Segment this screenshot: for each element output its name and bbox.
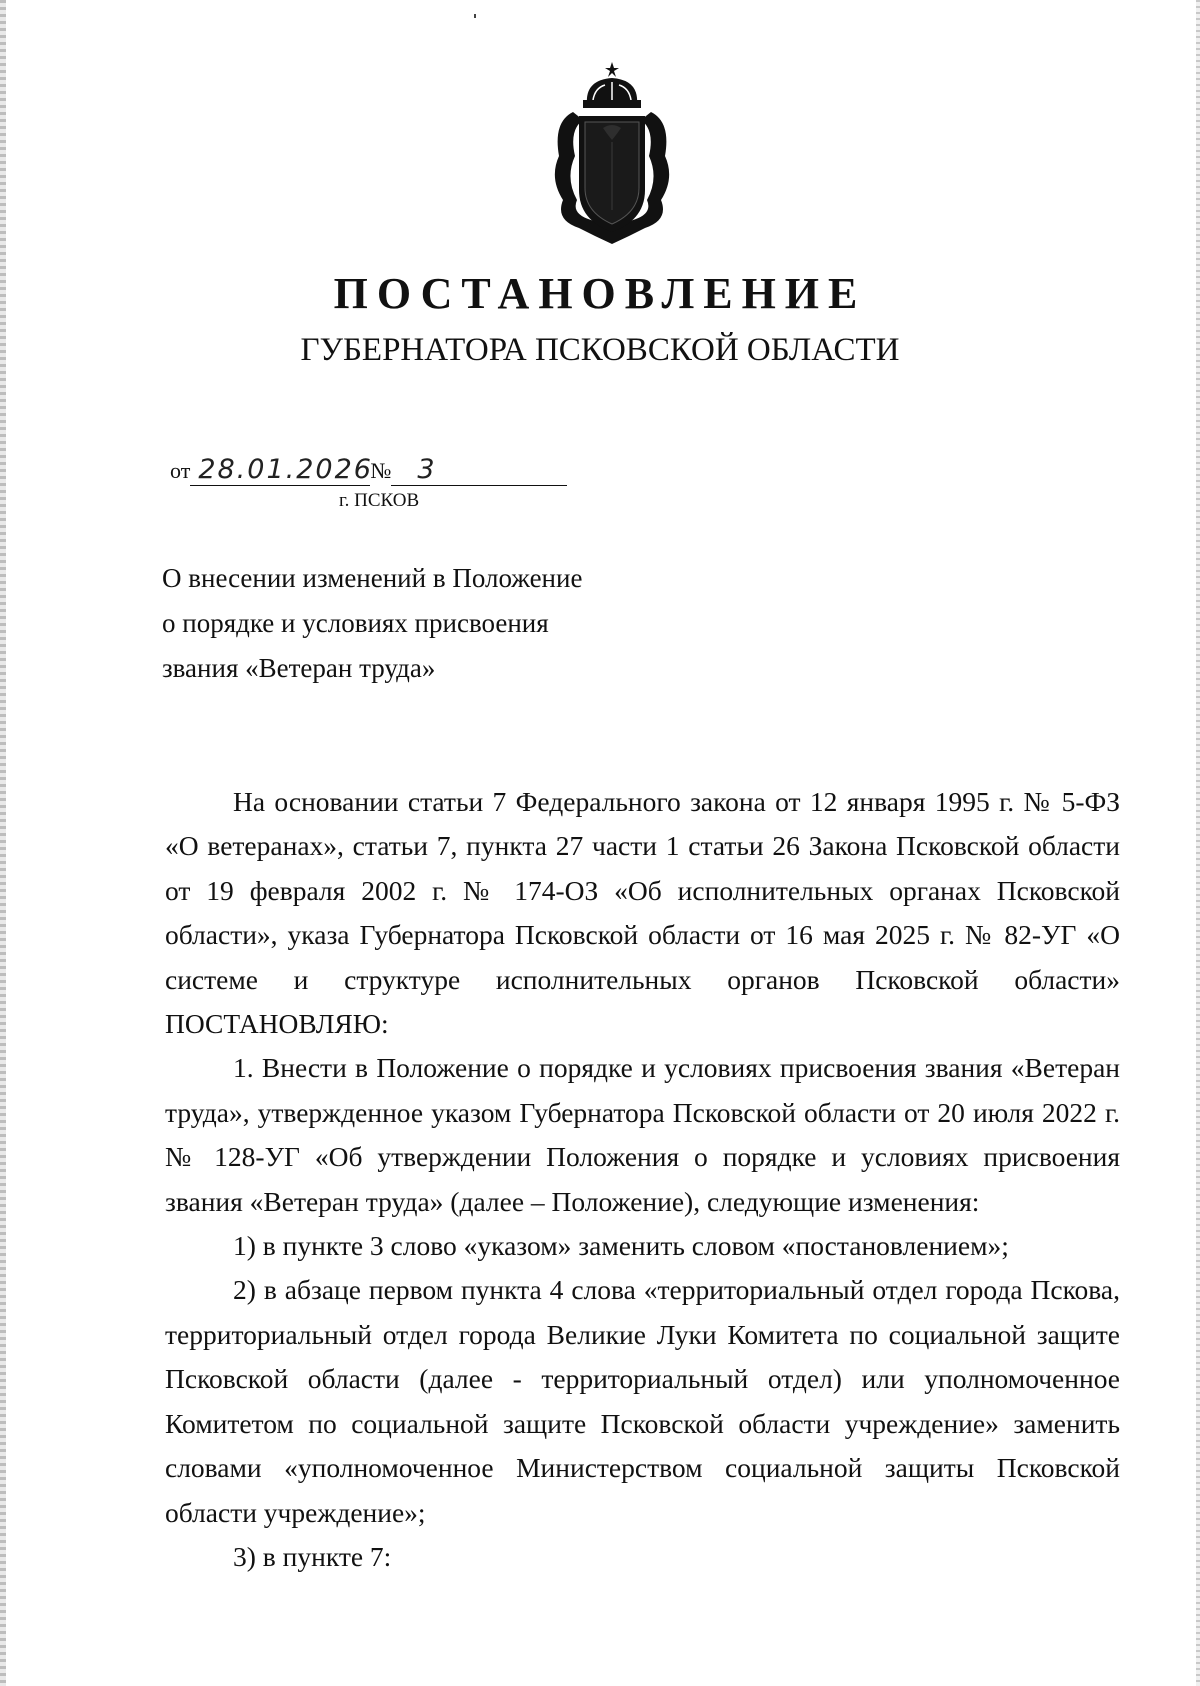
document-subject: [162, 556, 634, 691]
subclause-paragraph: 3) в пункте 7:: [233, 1540, 392, 1572]
scan-speck: [474, 14, 476, 18]
date-prefix: от: [170, 458, 191, 483]
scan-edge-right: [1196, 0, 1200, 1686]
document-number: 3: [417, 454, 437, 485]
subject-line: звания «Ветеран труда»: [162, 653, 436, 683]
issuing-authority: ГУБЕРНАТОРА ПСКОВСКОЙ ОБЛАСТИ: [300, 332, 900, 368]
city-name: г. ПСКОВ: [339, 490, 420, 511]
subject-line: О внесении изменений в Положение: [162, 563, 583, 593]
document-title: ПОСТАНОВЛЕНИЕ: [333, 269, 867, 318]
document-date: 28.01.2026: [198, 454, 373, 485]
subclause-paragraph: 1) в пункте 3 слово «указом» заменить словом «постановлением»;: [233, 1230, 1009, 1262]
subclause-paragraph: 2) в абзаце первом пункта 4 слова «территориальный отдел города Пскова, территориальный отдел города Великие Луки Комитета по социальной защите Псковской области (далее - территориальный отдел) или уполномоченное Комитетом по социальной защите Псковской области учреждение» заменить словами «уполномоченное Министерством социальной защиты Псковской области учреждение»;: [165, 1274, 1120, 1528]
document-date-number: [170, 455, 567, 486]
document-body: [165, 780, 1120, 1579]
subject-line: о порядке и условиях присвоения: [162, 608, 549, 638]
pskov-region-coat-of-arms-icon: [545, 60, 680, 250]
scan-edge-left: [0, 0, 6, 1686]
number-prefix: №: [370, 458, 392, 483]
clause-paragraph: 1. Внести в Положение о порядке и условиях присвоения звания «Ветеран труда», утвержденное указом Губернатора Псковской области от 20 июля 2022 г. № 128-УГ «Об утверждении Положения о порядке и условиях присвоения звания «Ветеран труда» (далее – Положение), следующие изменения:: [165, 1052, 1120, 1217]
preamble-paragraph: На основании статьи 7 Федерального закона от 12 января 1995 г. № 5-ФЗ «О ветеранах», статьи 7, пункта 27 части 1 статьи 26 Закона Псковской области от 19 февраля 2002 г. № 174-ОЗ «Об исполнительных органах Псковской области», указа Губернатора Псковской области от 16 мая 2025 г. № 82-УГ «О системе и структуре исполнительных органов Псковской области» ПОСТАНОВЛЯЮ:: [165, 786, 1120, 1040]
